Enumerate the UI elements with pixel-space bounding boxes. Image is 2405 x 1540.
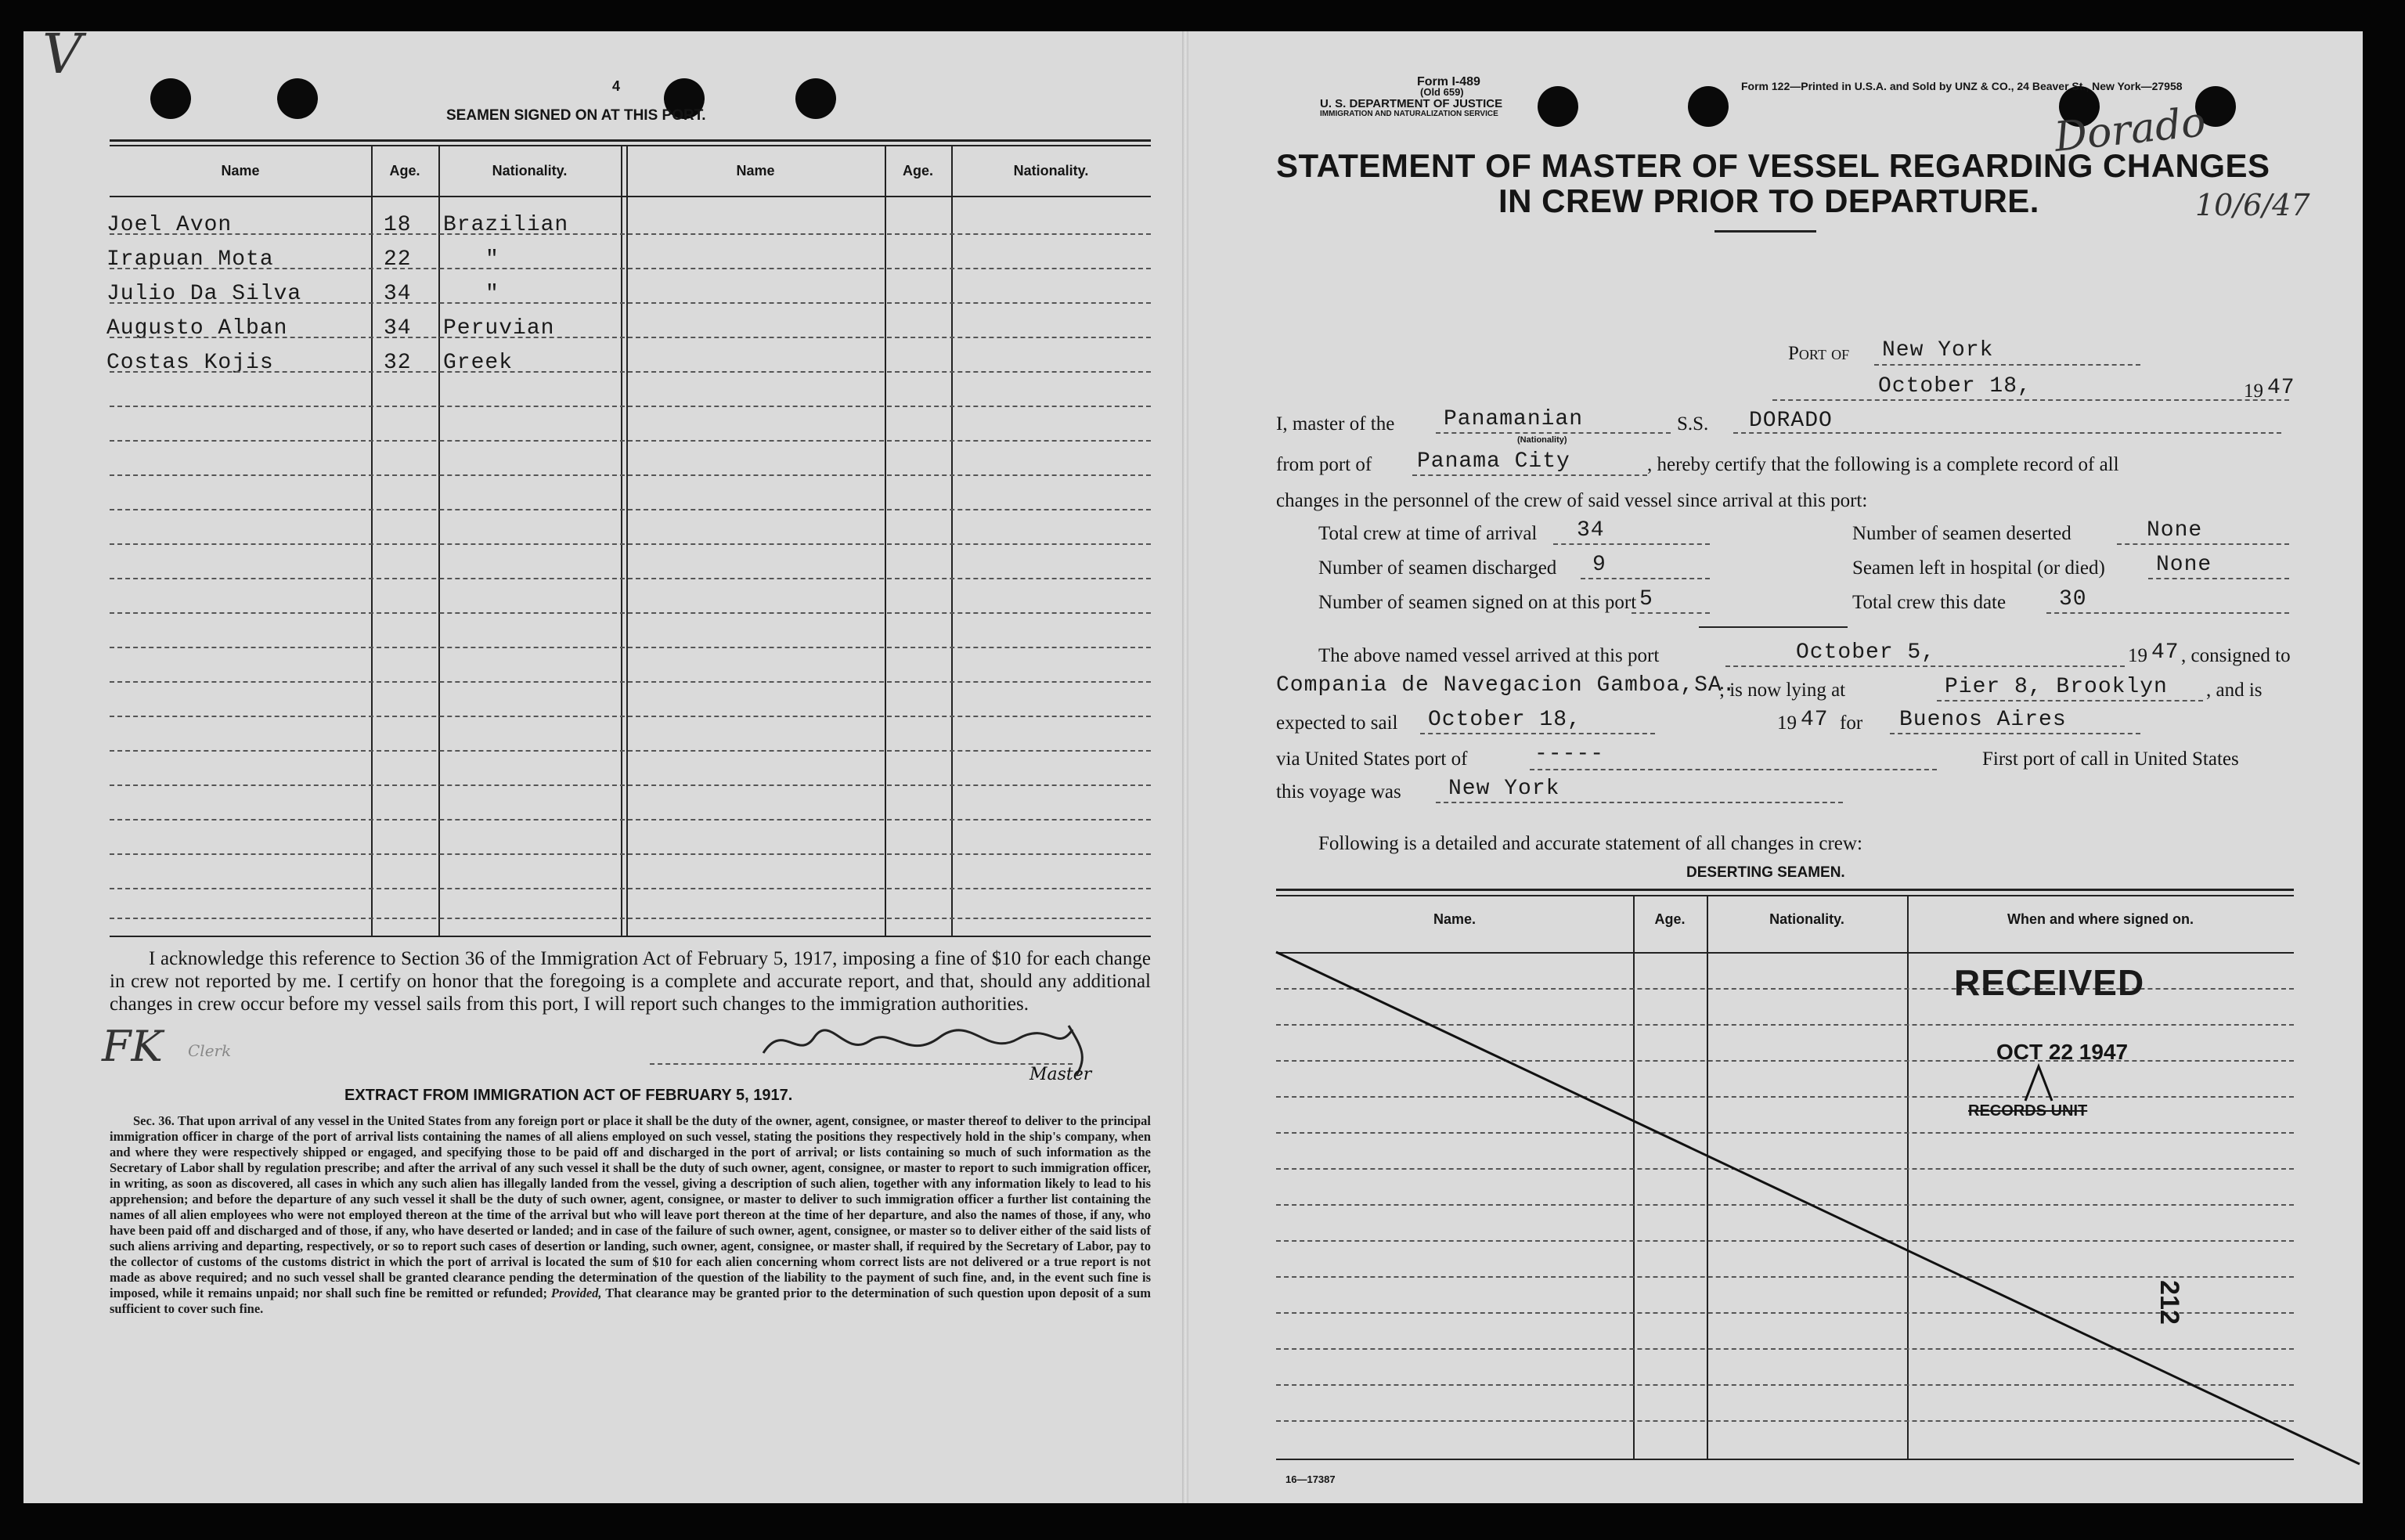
sail-date: October 18, xyxy=(1428,708,1581,732)
deserting-title: DESERTING SEAMEN. xyxy=(1686,864,1845,881)
seaman-nationality: Peruvian xyxy=(443,316,555,341)
vessel-prefix: S.S. xyxy=(1677,413,1709,435)
section-body: That upon arrival of any vessel in the United States from any foreign port or place it shall be the duty of the owner, agent, consignee, or master thereof to deliver to the principal immigration officer in charge of the port of arrival lists containing the names of all aliens employed on such vessel, stating the positions they respectively hold in the ship's company, when and where they were respectively shipped or engaged, and specifying those to be paid off and discharged in the port of arrival; or lists containing so much of such information as the Secretary of Labor shall by regulation prescribe; and after the arrival of any such vessel it shall be the duty of such owner, agent, consignee, or master to report to such immigration officer, in writing, as soon as discovered, all cases in which any such alien has illegally landed from the vessel, giving a description of such alien, together with any information likely to lead to his apprehension; and before the departure of any such vessel it shall be the duty of such owner, agent, consignee, or master to deliver to such immigration officer a further list containing the names of all alien employees who were not employed thereon at the time of the arrival but who will leave port thereon at the time of her departure, and also the names of those, if any, who have been paid off and discharged and of those, if any, who have deserted or landed; and in case of the failure of such owner, agent, consignee, or master so to deliver either of the said lists of such aliens arriving and departing, respectively, or so to report such cases of desertion or landing, such owner, agent, consignee, or master shall, if required by the Secretary of Labor, pay to the collector of customs of the customs district in which the port of arrival is located the sum of $10 for each alien concerning whom correct lists are not delivered or a true report is not made as above required; and no such vessel shall be granted clearance pending the determination of the question of the liability to the payment of such fine, and, in the event such fine is imposed, while it remains unpaid; nor shall such fine be remitted or refunded; xyxy=(110,1113,1152,1300)
seaman-nationality: Brazilian xyxy=(443,213,569,237)
date-year: 47 xyxy=(2267,376,2295,400)
col-name-header-2: Name xyxy=(736,163,775,179)
total-now-label: Total crew this date xyxy=(1852,592,2007,613)
total-now-value: 30 xyxy=(2059,587,2087,611)
col-name-header: Name xyxy=(221,163,260,179)
port-value: New York xyxy=(1882,338,1994,362)
total-arrival-value: 34 xyxy=(1577,518,1605,543)
port-label: Port of xyxy=(1788,343,1850,364)
deserted-label: Number of seamen deserted xyxy=(1852,523,2071,544)
total-arrival-label: Total crew at time of arrival xyxy=(1318,523,1538,544)
seaman-age: 34 xyxy=(384,316,412,341)
vessel-nationality: Panamanian xyxy=(1444,407,1584,431)
col-nationality-header: Nationality. xyxy=(492,163,568,179)
changes-text: changes in the personnel of the crew of said vessel since arrival at this port: xyxy=(1276,490,1868,511)
punch-hole xyxy=(277,78,318,119)
left-page xyxy=(23,22,1185,1503)
voyage-label: this voyage was xyxy=(1276,781,1401,802)
via-port-value: ----- xyxy=(1534,742,1605,766)
discharged-value: 9 xyxy=(1592,553,1606,577)
page-fold xyxy=(1182,31,1188,1503)
acknowledgement-text: I acknowledge this reference to Section 36 of the Immigration Act of February 5, 1917, imposing a fine of $10 for each change in crew not reported by me. I certify on honor that the foregoing is a complete and accurate report, and that, should any additional changes in crew occur before my vessel sails from this port, I will report such changes to the immigration authorities. xyxy=(110,948,1151,1015)
via-label: via United States port of xyxy=(1276,748,1468,770)
punch-hole xyxy=(150,78,191,119)
signed-on-value: 5 xyxy=(1639,587,1653,611)
for-label: for xyxy=(1840,712,1863,734)
footer-code: 16—17387 xyxy=(1285,1473,1336,1485)
sail-year-prefix: 19 xyxy=(1777,712,1797,734)
strike-through-line xyxy=(1271,947,2363,1480)
margin-page-number: 212 xyxy=(2154,1280,2184,1325)
deserted-value: None xyxy=(2147,518,2203,543)
following-text: Following is a detailed and accurate statement of all changes in crew: xyxy=(1318,833,1862,854)
desert-col-name: Name. xyxy=(1433,911,1477,927)
destination-value: Buenos Aires xyxy=(1899,708,2067,732)
desert-col-age: Age. xyxy=(1654,911,1686,927)
consignee-value: Compania de Navegacion Gamboa,SA. xyxy=(1276,673,1736,698)
seaman-name: Irapuan Mota xyxy=(106,247,274,272)
lying-label: ; is now lying at xyxy=(1719,680,1846,701)
lying-at-value: Pier 8, Brooklyn xyxy=(1945,675,2168,699)
signed-on-label: Number of seamen signed on at this port xyxy=(1318,592,1637,613)
department-name: U. S. DEPARTMENT OF JUSTICE xyxy=(1320,97,1503,110)
sail-year: 47 xyxy=(1801,708,1829,732)
received-stamp-unit: RECORDS UNIT xyxy=(1968,1102,2088,1120)
received-stamp-title: RECEIVED xyxy=(1954,962,2145,1003)
first-call-label: First port of call in United States xyxy=(1982,748,2239,770)
seaman-age: 34 xyxy=(384,282,412,306)
seaman-name: Joel Avon xyxy=(106,213,233,237)
sail-label: expected to sail xyxy=(1276,712,1398,734)
seaman-nationality: " xyxy=(485,282,499,306)
arrived-label: The above named vessel arrived at this port xyxy=(1318,645,1660,666)
seaman-nationality: Greek xyxy=(443,351,514,375)
master-of-label: I, master of the xyxy=(1276,413,1395,435)
arrived-date: October 5, xyxy=(1796,640,1936,665)
right-page xyxy=(1185,31,2363,1503)
received-stamp-date: OCT 22 1947 xyxy=(1996,1040,2129,1064)
discharged-label: Number of seamen discharged xyxy=(1318,557,1557,579)
section-end: That clearance may be granted prior to the determination of such question upon deposit of a sum sufficient to cover such fine. xyxy=(110,1286,1152,1316)
col-nationality-header-2: Nationality. xyxy=(1013,163,1089,179)
form-number: Form I-489 xyxy=(1417,75,1480,88)
first-call-value: New York xyxy=(1448,777,1560,801)
punch-hole xyxy=(1688,86,1729,127)
from-port-value: Panama City xyxy=(1417,449,1570,474)
arrived-year: 47 xyxy=(2151,640,2180,665)
form-old-number: (Old 659) xyxy=(1420,86,1464,98)
caret-icon xyxy=(2023,1063,2054,1104)
document-title-line1: STATEMENT OF MASTER OF VESSEL REGARDING CHANGES xyxy=(1276,147,2270,184)
desert-col-signed-on: When and where signed on. xyxy=(2007,911,2194,927)
punch-hole xyxy=(1538,86,1578,127)
seaman-name: Costas Kojis xyxy=(106,351,274,375)
desert-col-nationality: Nationality. xyxy=(1769,911,1844,927)
vessel-name: DORADO xyxy=(1749,409,1833,433)
extract-title: EXTRACT FROM IMMIGRATION ACT OF FEBRUARY 5, 1917. xyxy=(344,1087,793,1104)
punch-hole xyxy=(795,78,836,119)
master-label: Master xyxy=(1029,1065,1092,1084)
seaman-age: 18 xyxy=(384,213,412,237)
arrived-year-prefix: 19 xyxy=(2128,645,2147,666)
section-proviso: Provided, xyxy=(550,1286,602,1300)
hospital-value: None xyxy=(2156,553,2212,577)
hospital-label: Seamen left in hospital (or died) xyxy=(1852,557,2105,579)
page-number: 4 xyxy=(612,78,621,94)
printer-note: Form 122—Printed in U.S.A. and Sold by UNZ & CO., 24 Beaver St., New York—27958 xyxy=(1741,80,2183,92)
nationality-caption: (Nationality) xyxy=(1517,435,1567,445)
section-lead: Sec. 36. xyxy=(133,1113,175,1128)
seaman-name: Julio Da Silva xyxy=(106,282,302,306)
seaman-name: Augusto Alban xyxy=(106,316,288,341)
handwritten-vessel-name: Dorado xyxy=(2052,99,2208,161)
margin-check-mark: V xyxy=(42,22,82,86)
col-age-header-2: Age. xyxy=(902,163,933,179)
col-age-header: Age. xyxy=(389,163,420,179)
service-name: IMMIGRATION AND NATURALIZATION SERVICE xyxy=(1320,110,1498,118)
handwritten-date: 10/6/47 xyxy=(2195,188,2310,222)
clerk-label: Clerk xyxy=(188,1041,232,1060)
from-port-label: from port of xyxy=(1276,454,1372,475)
consigned-label: , consigned to xyxy=(2181,645,2291,666)
document-title-line2: IN CREW PRIOR TO DEPARTURE. xyxy=(1498,182,2039,219)
section-36-text xyxy=(110,1113,1151,1317)
seaman-age: 22 xyxy=(384,247,412,272)
and-is-label: , and is xyxy=(2206,680,2263,701)
seaman-nationality: " xyxy=(485,247,499,272)
clerk-signature: FK xyxy=(102,1022,163,1071)
date-year-prefix: 19 xyxy=(2244,380,2263,402)
seaman-age: 32 xyxy=(384,351,412,375)
certify-text: , hereby certify that the following is a complete record of all xyxy=(1647,454,2119,475)
section-title: SEAMEN SIGNED ON AT THIS PORT. xyxy=(446,107,706,124)
date-value: October 18, xyxy=(1878,374,2032,399)
